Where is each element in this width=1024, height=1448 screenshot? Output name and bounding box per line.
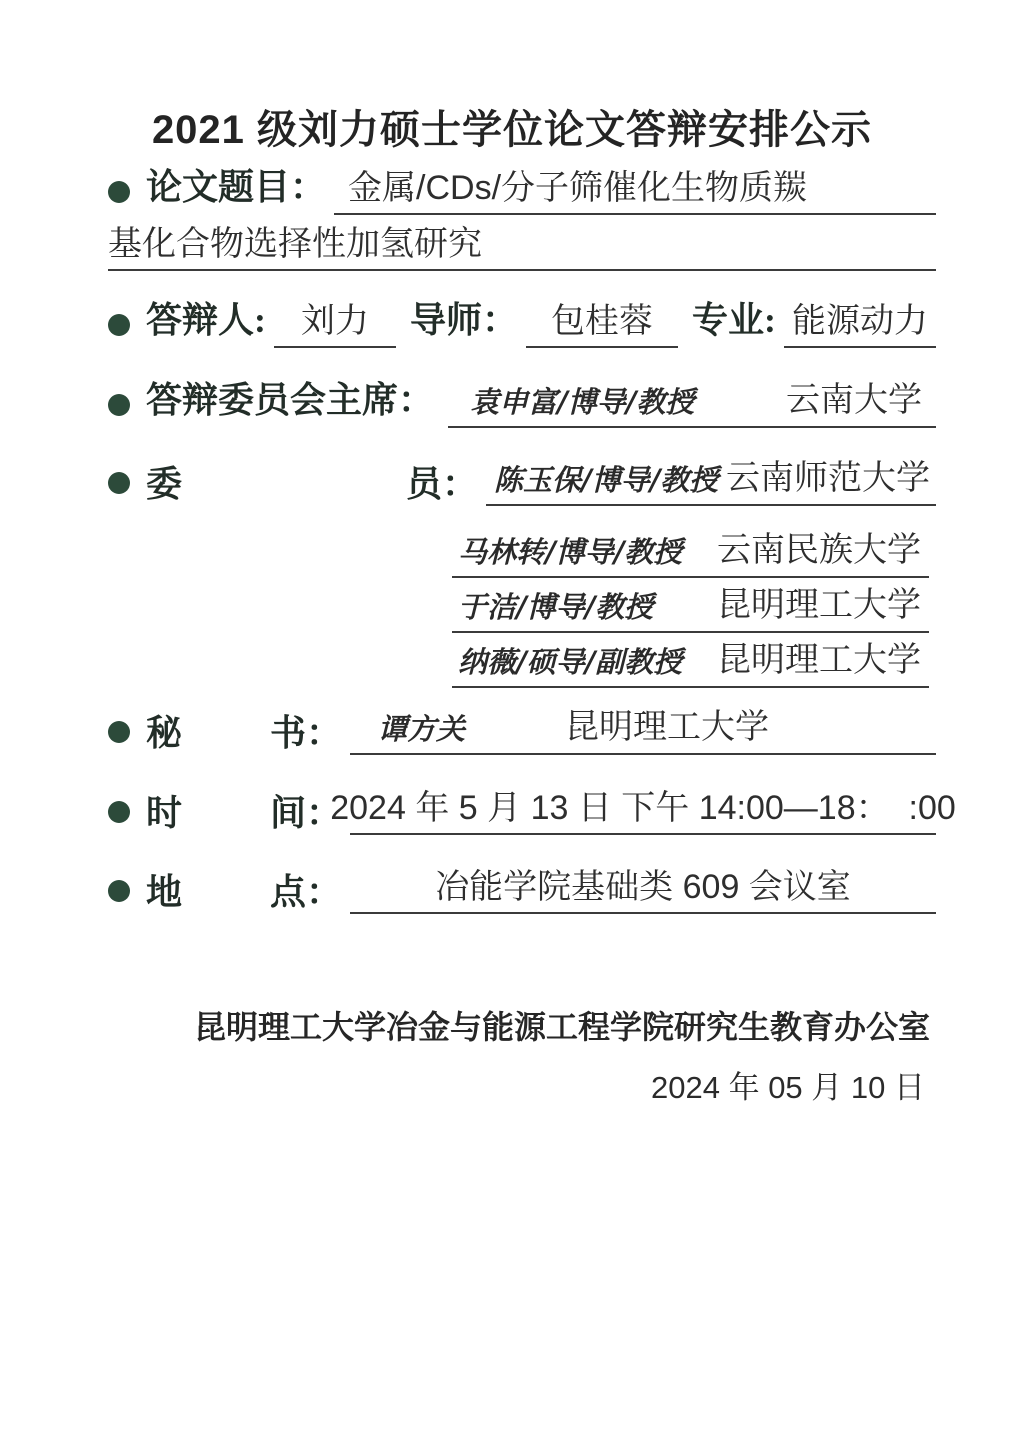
chair-label: 答辩委员会主席： <box>146 380 435 420</box>
committee-member-row <box>452 586 929 633</box>
secretary-label <box>146 712 342 755</box>
member-name: 纳薇/硕导/副教授 <box>458 644 683 679</box>
secretary-affiliation: 昆明理工大学 <box>565 709 770 746</box>
time-label-left: 时 <box>146 792 183 833</box>
committee-label <box>146 463 478 506</box>
committee-member-row <box>452 531 929 578</box>
secretary-label-right: 书： <box>269 712 342 753</box>
chair-name: 袁申富/博导/教授 <box>470 384 695 419</box>
thesis-title-line2: 基化合物选择性加氢研究 <box>108 225 482 263</box>
candidate-name: 刘力 <box>301 302 369 341</box>
candidate-label: 答辩人: <box>146 300 266 340</box>
bullet-icon <box>108 314 130 336</box>
location-label-left: 地 <box>146 871 183 912</box>
location-row <box>108 867 936 914</box>
time-label-right: 间： <box>269 792 342 833</box>
bullet-icon <box>108 801 130 823</box>
committee-members-row <box>108 459 936 506</box>
member-underline <box>452 586 929 633</box>
secretary-underline <box>350 708 936 755</box>
bullet-icon <box>108 721 130 743</box>
secretary-row <box>108 708 936 755</box>
member-name: 于洁/博导/教授 <box>458 589 654 624</box>
member-affiliation: 昆明理工大学 <box>717 587 921 624</box>
member-underline <box>452 641 929 688</box>
footer-date: 2024 年 05 月 10 日 <box>651 1070 925 1105</box>
thesis-label: 论文题目： <box>146 167 327 207</box>
time-row <box>108 788 956 835</box>
footer-office: 昆明理工大学冶金与能源工程学院研究生教育办公室 <box>193 1009 930 1045</box>
major-label: 专业: <box>692 300 777 340</box>
committee-member-row <box>452 641 929 688</box>
member-affiliation: 昆明理工大学 <box>717 642 921 679</box>
thesis-title-underline-2 <box>108 224 936 271</box>
member-underline <box>486 459 936 506</box>
secretary-label-left: 秘 <box>146 712 183 753</box>
time-underline <box>330 788 956 835</box>
member-affiliation: 云南师范大学 <box>726 460 930 497</box>
major-value: 能源动力 <box>792 302 928 341</box>
chair-underline <box>448 381 936 428</box>
member-name: 陈玉保/博导/教授 <box>494 462 719 497</box>
thesis-title-row <box>108 166 936 215</box>
time-value: 2024 年 5 月 13 日 下午 14:00—18： :00 <box>330 789 956 827</box>
chair-affiliation: 云南大学 <box>786 382 922 420</box>
page-title: 2021 级刘力硕士学位论文答辩安排公示 <box>151 108 873 152</box>
member-underline <box>452 531 929 578</box>
member-affiliation: 云南民族大学 <box>717 532 921 569</box>
candidate-row <box>108 299 936 348</box>
thesis-title-underline <box>334 168 936 215</box>
advisor-label: 导师： <box>410 300 519 340</box>
member-name: 马林转/博导/教授 <box>458 534 683 569</box>
bullet-icon <box>108 181 130 203</box>
committee-label-right: 员： <box>405 463 478 504</box>
secretary-name: 谭方关 <box>378 711 466 746</box>
location-underline <box>350 867 936 914</box>
bullet-icon <box>108 472 130 494</box>
bullet-icon <box>108 394 130 416</box>
thesis-title-row-2 <box>108 224 936 271</box>
candidate-name-underline <box>274 301 396 348</box>
committee-chair-row <box>108 379 936 428</box>
major-underline <box>784 301 936 348</box>
committee-label-left: 委 <box>146 463 183 504</box>
thesis-title-line1: 金属/CDs/分子筛催化生物质羰 <box>348 169 808 208</box>
advisor-name-underline <box>526 301 678 348</box>
location-value: 冶能学院基础类 609 会议室 <box>435 868 851 906</box>
advisor-name: 包桂蓉 <box>551 302 654 341</box>
time-label <box>146 792 342 835</box>
bullet-icon <box>108 880 130 902</box>
location-label-right: 点： <box>269 871 342 912</box>
location-label <box>146 871 342 914</box>
